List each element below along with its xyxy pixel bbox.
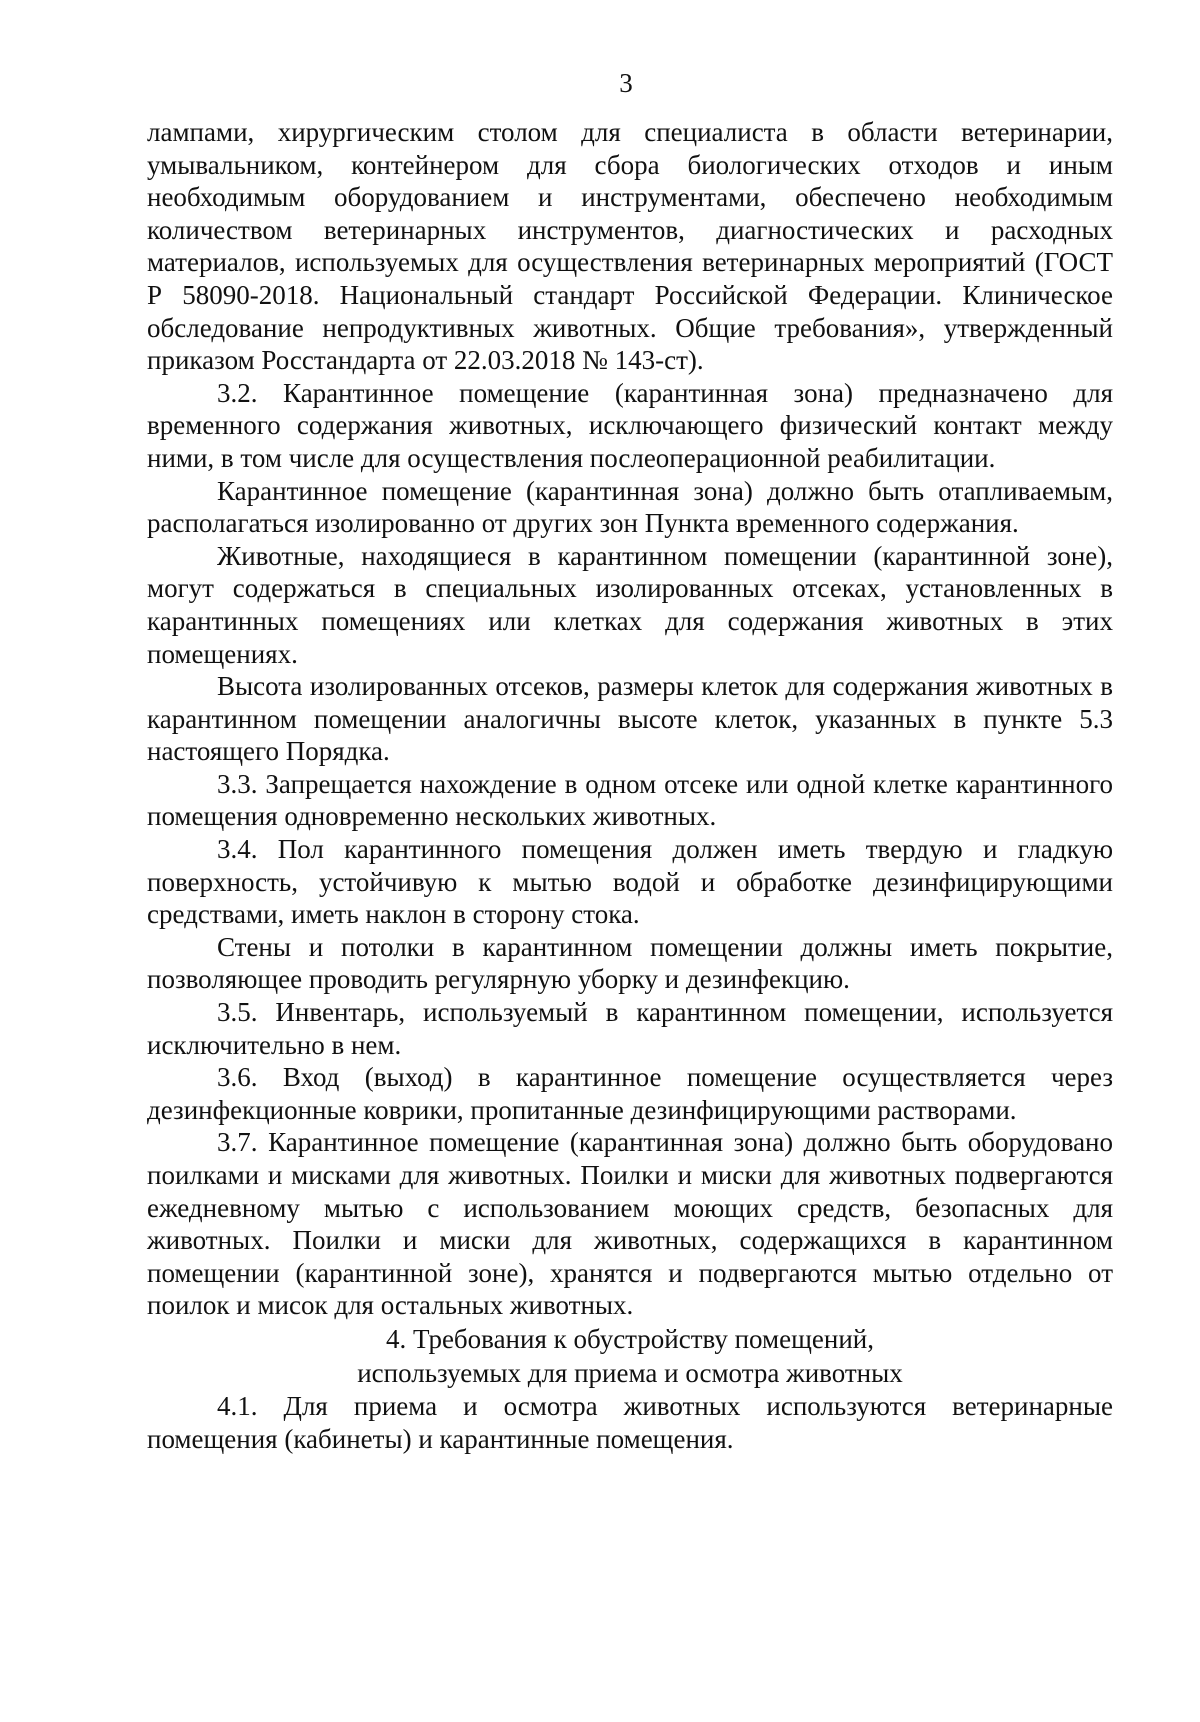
paragraph-quarantine-heating: Карантинное помещение (карантинная зона) должно быть отапливаемым, располагаться изолированно от других зон Пункта временного содержания.	[147, 475, 1113, 539]
paragraph-3-5: 3.5. Инвентарь, используемый в карантинном помещении, используется исключительно в нем.	[147, 997, 1113, 1060]
paragraph-3-6: 3.6. Вход (выход) в карантинное помещение осуществляется через дезинфекционные коврики, пропитанные дезинфицирующими растворами.	[147, 1062, 1113, 1125]
document-body	[147, 116, 1113, 1455]
paragraph-3-3: 3.3. Запрещается нахождение в одном отсеке или одной клетке карантинного помещения одновременно нескольких животных.	[147, 768, 1113, 832]
paragraph-walls-ceilings: Стены и потолки в карантинном помещении должны иметь покрытие, позволяющее проводить регулярную уборку и дезинфекцию.	[147, 931, 1113, 995]
paragraph-3-4: 3.4. Пол карантинного помещения должен иметь твердую и гладкую поверхность, устойчивую к мытью водой и обработке дезинфицирующими средствами, иметь наклон в сторону стока.	[147, 834, 1113, 930]
paragraph-continuation: лампами, хирургическим столом для специалиста в области ветеринарии, умывальником, контейнером для сбора биологических отходов и иным необходимым оборудованием и инструментами, обеспечено необходимым количеством ветеринарных инструментов, диагностических и расходных материалов, используемых для осуществления ветеринарных мероприятий (ГОСТ Р 58090-2018. Национальный стандарт Российской Федерации. Клиническое обследование непродуктивных животных. Общие требования», утвержденный приказом Росстандарта от 22.03.2018 № 143-ст).	[147, 117, 1113, 376]
paragraph-4-1: 4.1. Для приема и осмотра животных используются ветеринарные помещения (кабинеты) и карантинные помещения.	[147, 1390, 1113, 1454]
section-4-heading-line-2: используемых для приема и осмотра животных	[357, 1357, 903, 1388]
page-number: 3	[619, 68, 633, 98]
paragraph-isolated-compartments: Животные, находящиеся в карантинном помещении (карантинной зоне), могут содержаться в специальных изолированных отсеках, установленных в карантинных помещениях или клетках для содержания животных в этих помещениях.	[147, 540, 1113, 669]
paragraph-compartment-height: Высота изолированных отсеков, размеры клеток для содержания животных в карантинном помещении аналогичны высоте клеток, указанных в пункте 5.3 настоящего Порядка.	[147, 671, 1113, 767]
section-4-heading-line-1: 4. Требования к обустройству помещений,	[385, 1323, 874, 1354]
section-4-heading	[147, 1322, 1113, 1390]
paragraph-3-7: 3.7. Карантинное помещение (карантинная зона) должно быть оборудовано поилками и мисками для животных. Поилки и миски для животных подвергаются ежедневному мытью с использованием моющих средств, безопасных для животных. Поилки и миски для животных, содержащихся в карантинном помещении (карантинной зоне), хранятся и подвергаются мытью отдельно от поилок и мисок для остальных животных.	[147, 1127, 1113, 1321]
paragraph-3-2: 3.2. Карантинное помещение (карантинная зона) предназначено для временного содержания животных, исключающего физический контакт между ними, в том числе для осуществления послеоперационной реабилитации.	[147, 377, 1113, 473]
